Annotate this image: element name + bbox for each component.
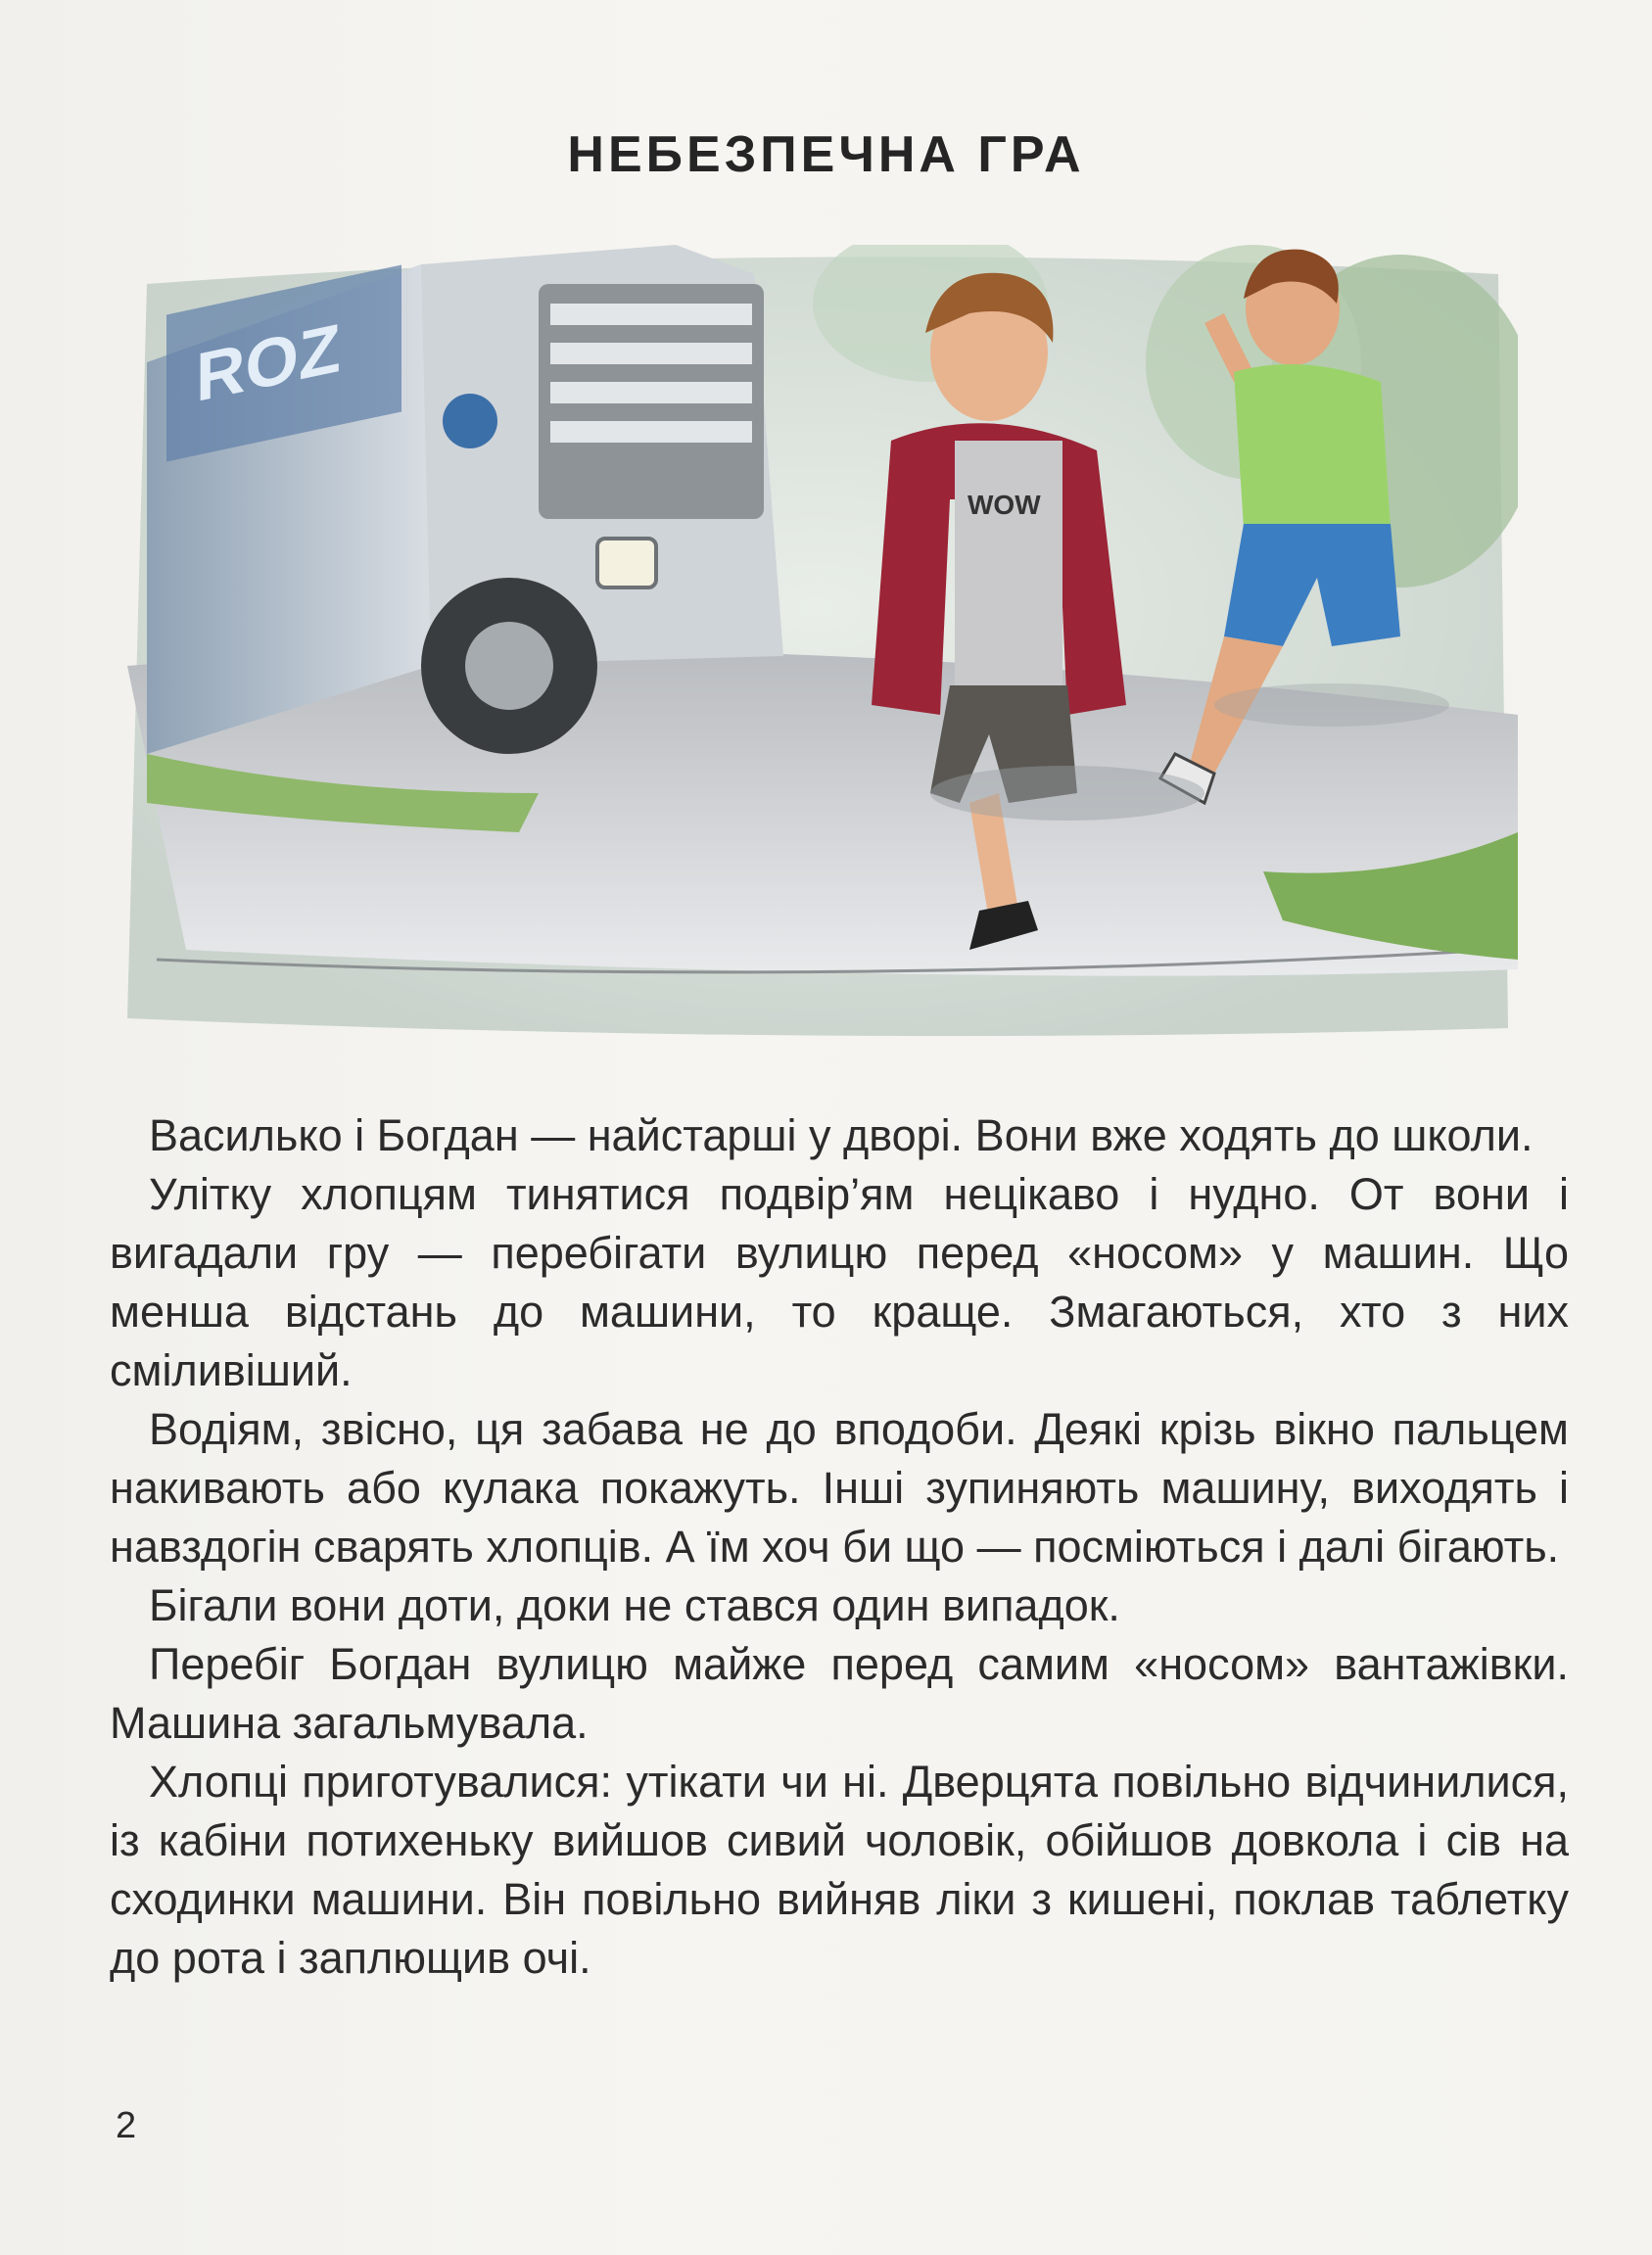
story-paragraph: Хлопці приготувалися: утікати чи ні. Дверцята повільно відчинилися, із кабіни потихеньку вийшов сивий чоловік, обійшов довкола і сів на сходинки машини. Він повільно вийняв ліки з кишені, поклав таблетку до рота і заплющив очі. [110,1757,1569,1983]
story-paragraph: Перебіг Богдан вулицю майже перед самим «носом» вантажівки. Машина загальмувала. [110,1639,1569,1748]
shadow [1214,683,1449,727]
story-paragraph: Улітку хлопцям тинятися подвір’ям нецікаво і нудно. От вони і вигадали гру — перебігати вулицю перед «носом» у машин. Що менша відстань до машини, то краще. Змагаються, хто з них сміливіший. [110,1169,1569,1395]
truck-logo [443,394,497,448]
truck-sign-text: ROZ [196,308,341,416]
boy-tshirt-green [1234,364,1391,529]
shadow [930,766,1204,821]
story-paragraph: Василько і Богдан — найстарші у дворі. Вони вже ходять до школи. [149,1110,1534,1160]
story-paragraph: Водіям, звісно, ця забава не до вподоби. Деякі крізь вікно пальцем накивають або кулака покажуть. Інші зупиняють машину, виходять і навздогін сварять хлопців. А їм хоч би що — посміються і далі бігають. [110,1404,1569,1572]
shirt-text: WOW [968,490,1041,520]
story-paragraph: Бігали вони доти, доки не стався один випадок. [149,1580,1120,1630]
story-illustration [127,245,1518,1038]
story-text [110,1106,1569,1988]
page-number: 2 [116,2105,137,2146]
truck-wheel-hub [465,622,553,710]
page-title: НЕБЕЗПЕЧНА ГРА [567,126,1085,183]
truck-headlight [597,539,656,587]
boy-tshirt [955,441,1062,685]
